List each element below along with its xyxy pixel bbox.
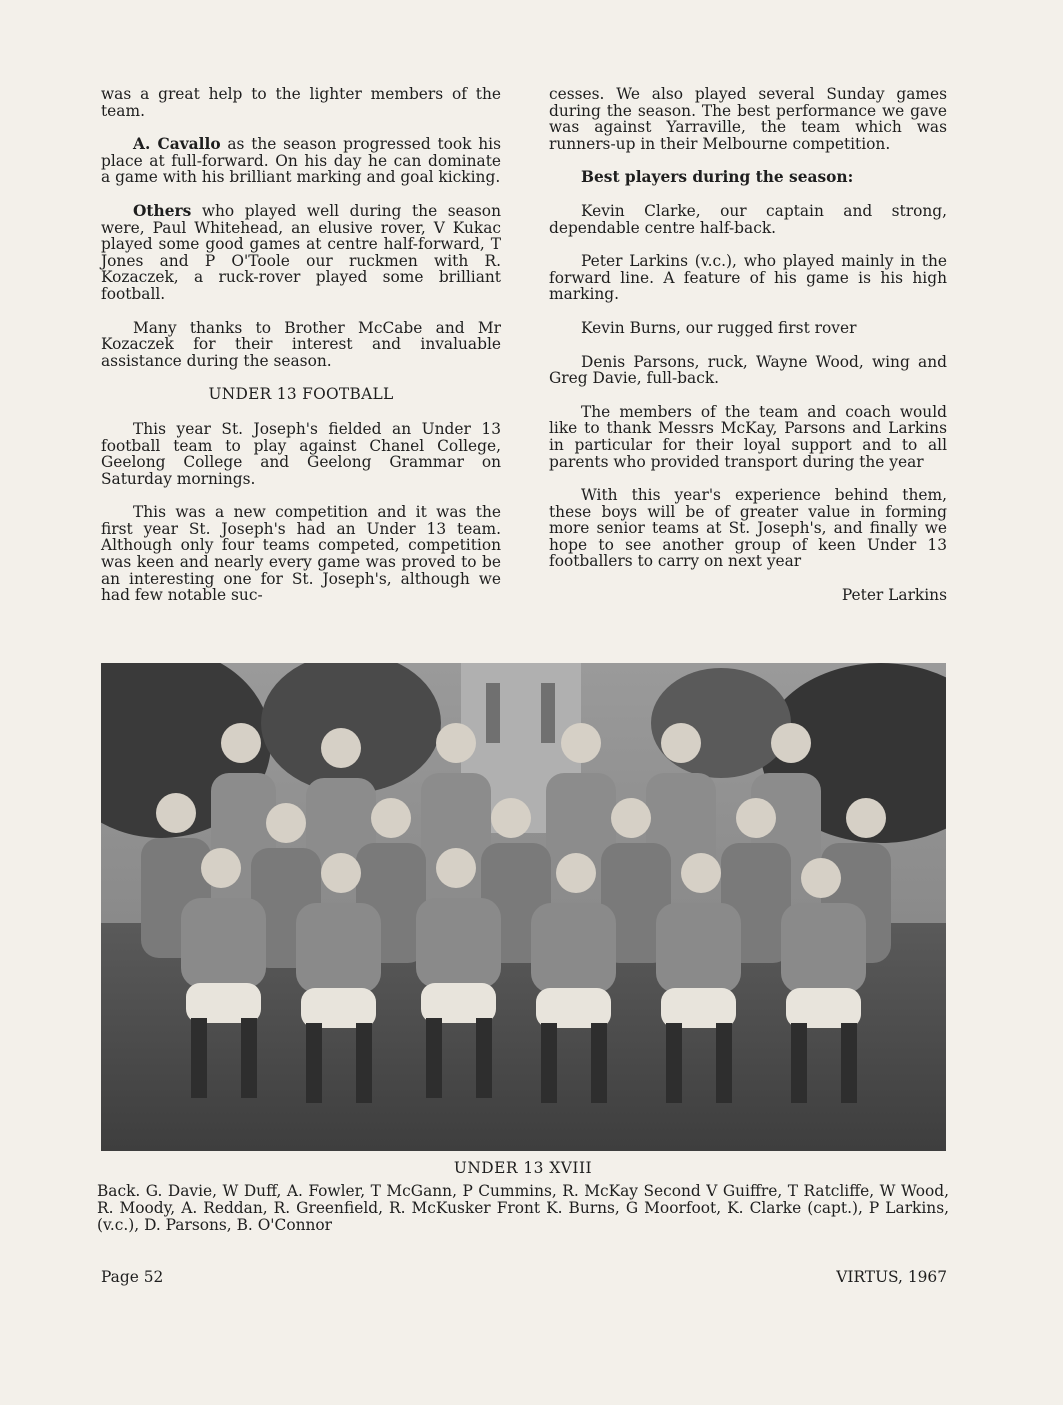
paragraph: This was a new competition and it was the first year St. Joseph's had an Under 13 team. Although only four teams competed, competition was keen and nearly every game was proved to be an interesting one for St. Joseph's, although we had few notable suc- <box>101 503 501 605</box>
paragraph: With this year's experience behind them, these boys will be of greater value in forming more senior teams at St. Joseph's, and finally we hope to see another group of keen Under 13 footballers to carry on next year <box>549 486 947 571</box>
left-column <box>101 86 501 621</box>
paragraph-text: as the season progressed took his place at full-forward. On his day he can dominate a game with his brilliant marking and goal kicking. <box>101 135 501 187</box>
paragraph: Peter Larkins (v.c.), who played mainly in the forward line. A feature of his game is his high marking. <box>549 252 947 304</box>
paragraph: Kevin Clarke, our captain and strong, dependable centre half-back. <box>549 201 947 237</box>
caption-text: Back. G. Davie, W Duff, A. Fowler, T McGann, P Cummins, R. McKay Second V Guiffre, T Ratcliffe, W Wood, R. Moody, A. Reddan, R. Greenfield, R. McKusker Front K. Burns, G Moorfoot, K. Clarke (capt.), P Larkins, (v.c.), D. Parsons, B. O'Connor <box>97 1182 949 1234</box>
page-number: Page 52 <box>101 1268 164 1286</box>
bold-name: A. Cavallo <box>133 135 221 154</box>
paragraph: Many thanks to Brother McCabe and Mr Kozaczek for their interest and invaluable assistance during the season. <box>101 318 501 370</box>
paragraph: Denis Parsons, ruck, Wayne Wood, wing and Greg Davie, full-back. <box>549 352 947 388</box>
author-signature: Peter Larkins <box>841 586 947 605</box>
right-column <box>549 86 947 621</box>
team-photo <box>101 663 946 1151</box>
paragraph: was a great help to the lighter members of the team. <box>101 85 501 120</box>
section-heading: UNDER 13 FOOTBALL <box>208 385 394 404</box>
publication-name: VIRTUS, 1967 <box>836 1268 947 1286</box>
paragraph-text: who played well during the season were, Paul Whitehead, an elusive rover, V Kukac played some good games at centre half-forward, T Jones and P O'Toole our ruckmen with R. Kozaczek, a ruck-rover played some brilliant football. <box>101 201 501 303</box>
paragraph: cesses. We also played several Sunday games during the season. The best performance we gave was against Yarraville, the team which was runners-up in their Melbourne competition. <box>549 85 947 153</box>
paragraph: The members of the team and coach would like to thank Messrs McKay, Parsons and Larkins in particular for their loyal support and to all parents who provided transport during the year <box>549 402 947 471</box>
best-players-heading: Best players during the season: <box>581 168 854 187</box>
paragraph: This year St. Joseph's fielded an Under 13 football team to play against Chanel College, Geelong College and Geelong Grammar on Saturday mornings. <box>101 419 501 488</box>
paragraph <box>101 203 501 303</box>
photo-caption <box>97 1160 949 1234</box>
bold-lead: Others <box>133 201 192 220</box>
paragraph: Kevin Burns, our rugged first rover <box>581 318 857 337</box>
paragraph <box>101 136 501 186</box>
caption-title: UNDER 13 XVIII <box>453 1159 593 1177</box>
